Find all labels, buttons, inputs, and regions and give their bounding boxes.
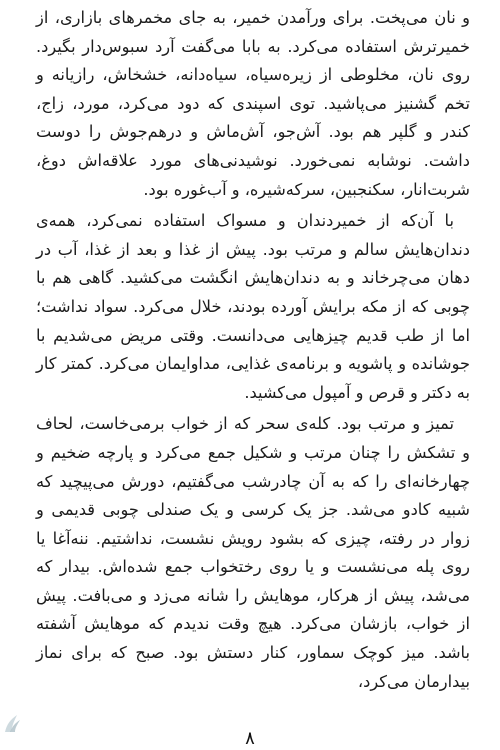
paragraph-3: تمیز و مرتب بود. کله‌ی سحر که از خواب برمی‌خاست، لحاف و تشکش را چنان مرتب و شکیل جمع می‌کرد و پارچه ضخیم و چهارخانه‌ای را که به آن چادرشب می‌گفتیم، دورش می‌پیچید که شبیه کادو می‌شد. جز یک کرسی و یک صندلی چوبی قدیمی و زوار در رفته، چیزی که بشود رویش نشست، نداشتیم. ننه‌آغا یا روی پله می‌نشست و یا روی رختخواب جمع شده‌اش. بیدار که می‌شد، پیش از هرکار، موهایش را شانه می‌زد و می‌بافت. پیش از خواب، بازشان می‌کرد. هیچ وقت ندیدم که موهایش آشفته باشد. میز کوچک سماور، کنار دستش بود. صبح که برای نماز بیدارمان می‌کرد، [36,414,470,691]
body-text [36,4,470,696]
paragraph-1: و نان می‌پخت. برای ورآمدن خمیر، به جای مخمرهای بازاری، از خمیرترش استفاده می‌کرد. به بابا می‌گفت آرد سبوس‌دار بگیرد. روی نان، مخلوطی از زیره‌سیاه، سیاه‌دانه، خشخاش، رازیانه و تخم گشنیز می‌پاشید. توی اسپندی که دود می‌کرد، مورد، زاج، کندر و گلپر هم بود. آش‌جو، آش‌ماش و درهم‌جوش را دوست داشت. نوشابه نمی‌خورد. نوشیدنی‌های مورد علاقه‌اش دوغ، شربت‌انار، سکنجبین، سرکه‌شیره، و آب‌غوره بود. [36,8,470,199]
corner-watermark-icon [2,712,22,734]
paragraph-2: با آن‌که از خمیردندان و مسواک استفاده نمی‌کرد، همه‌ی دندان‌هایش سالم و مرتب بود. پیش از غذا و بعد از غذا، آب در دهان می‌چرخاند و به دندان‌هایش انگشت می‌کشید. گاهی هم با چوبی که از مکه برایش آورده بودند، خلال می‌کرد. سواد نداشت؛ اما از طب قدیم چیزهایی می‌دانست. وقتی مریض می‌شدیم با جوشانده و پاشویه و برنامه‌ی غذایی، مداوایمان می‌کرد. کمتر کار به دکتر و قرص و آمپول می‌کشید. [36,211,470,402]
page-number: ۸ [245,728,255,749]
